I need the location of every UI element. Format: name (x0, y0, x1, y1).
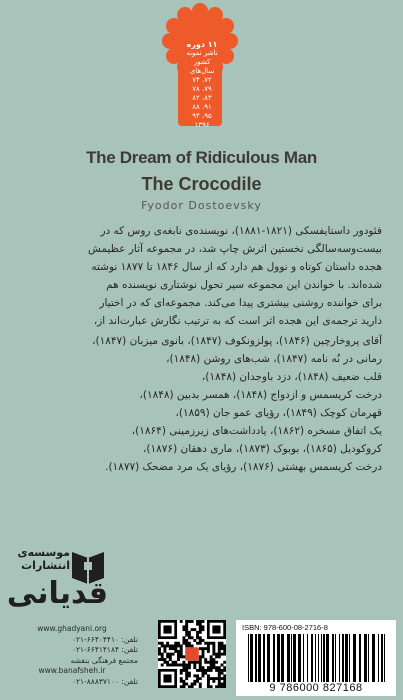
qr-code[interactable] (158, 620, 226, 688)
works-line: درخت کریسمس بهشتی (۱۸۷۶)، رؤیای یک مرد مضحک (۱۸۷۷). (105, 461, 382, 473)
isbn-label: ISBN: 978-600-08-2716-8 (242, 623, 328, 632)
works-line: آقای پروخارچین (۱۸۴۶)، پولزونکوف (۱۸۴۷)، بانوی میزبان (۱۸۴۷)، (92, 335, 382, 347)
badge-line: سال‌های (189, 67, 215, 75)
badge-line: ۷۹، ۷۸ (192, 85, 212, 93)
book-title-1: The Dream of Ridiculous Man (86, 148, 317, 167)
book-title-2: The Crocodile (141, 174, 262, 194)
works-line: کروکودیل (۱۸۶۵)، بوبوک (۱۸۷۳)، ماری دهقان (۱۸۷۶)، (143, 443, 382, 455)
publisher-name-logo: قدیانی (6, 576, 108, 611)
works-line: یک اتفاق مسخره (۱۸۶۲)، یادداشت‌های زیرزمینی (۱۸۶۴)، (131, 425, 382, 437)
works-list (22, 332, 382, 476)
description-line: برای خواننده روشنی بیشتری پیدا می‌کند. مجموعه‌ای که در اختیار (99, 297, 382, 309)
badge-line: ۷۲، ۷۴ (192, 76, 212, 84)
publisher-website[interactable]: www.ghadyani.org (37, 624, 107, 633)
badge-line: ناشر نمونه (186, 49, 218, 57)
description-line: بیست‌وسه‌سالگی نخستین اثرش چاپ شد، در مجموعه آثار عظیمش (88, 243, 382, 255)
works-line: قهرمان کوچک (۱۸۴۹)، رؤیای عمو جان (۱۸۵۹)، (175, 407, 382, 419)
description-line: دارید ترجمه‌ی این هجده اثر است که به ترتیب نگارش عبارت‌اند از، (93, 315, 382, 327)
badge-line: کشور (193, 58, 211, 66)
works-line: قلب ضعیف (۱۸۴۸)، دزد باوجدان (۱۸۴۸)، (201, 371, 382, 383)
badge-line: ۸۳، ۸۲ (192, 94, 212, 102)
publisher-phone: تلفن: ۶۶۴۱۴۱۸۴-۰۲۱ (71, 645, 138, 654)
barcode (246, 634, 388, 682)
description-line: شده‌اند. با خواندن این مجموعه سیر تحول نوشتاری نویسنده هم (106, 279, 382, 291)
description-line: فئودور داستایفسکی (۱۸۲۱-۱۸۸۱)، نویسنده‌ی نابغه‌ی روس که در (100, 225, 382, 237)
description-line: هجده داستان کوتاه و نوول هم دارد که از سال ۱۸۴۶ تا ۱۸۷۷ نوشته (91, 261, 382, 273)
publisher-name-small: موسسه‌ی انتشارات (17, 546, 70, 572)
works-line: رمانی در نُه نامه (۱۸۴۷)، شب‌های روشن (۱۸۴۸)، (166, 353, 382, 365)
barcode-digits: 9 786000 827168 (269, 682, 363, 694)
badge-text (180, 40, 224, 130)
publisher-contact (6, 624, 138, 687)
publisher-website[interactable]: www.banafsheh.ir (38, 666, 106, 675)
publisher-complex: مجتمع فرهنگی بنفشه (70, 655, 138, 665)
badge-line: ۹۱، ۸۸ (192, 103, 212, 111)
badge-line: ۹۵، ۹۴ (192, 112, 212, 120)
publisher-phone: تلفن: ۶۶۴۰۴۴۱۰-۰۲۱ (71, 634, 138, 644)
badge-line: ۱۳۹۶ (194, 121, 210, 129)
back-cover-description (22, 222, 382, 476)
works-line: درخت کریسمس و ازدواج (۱۸۴۸)، همسر بدبین (۱۸۴۸)، (139, 389, 382, 401)
publisher-phone: تلفن: ۸۸۸۳۷۱۰۰-۰۲۱ (71, 676, 138, 686)
badge-line: ۱۱ دوره (186, 40, 218, 49)
author-name: Fyodor Dostoevsky (141, 199, 262, 212)
